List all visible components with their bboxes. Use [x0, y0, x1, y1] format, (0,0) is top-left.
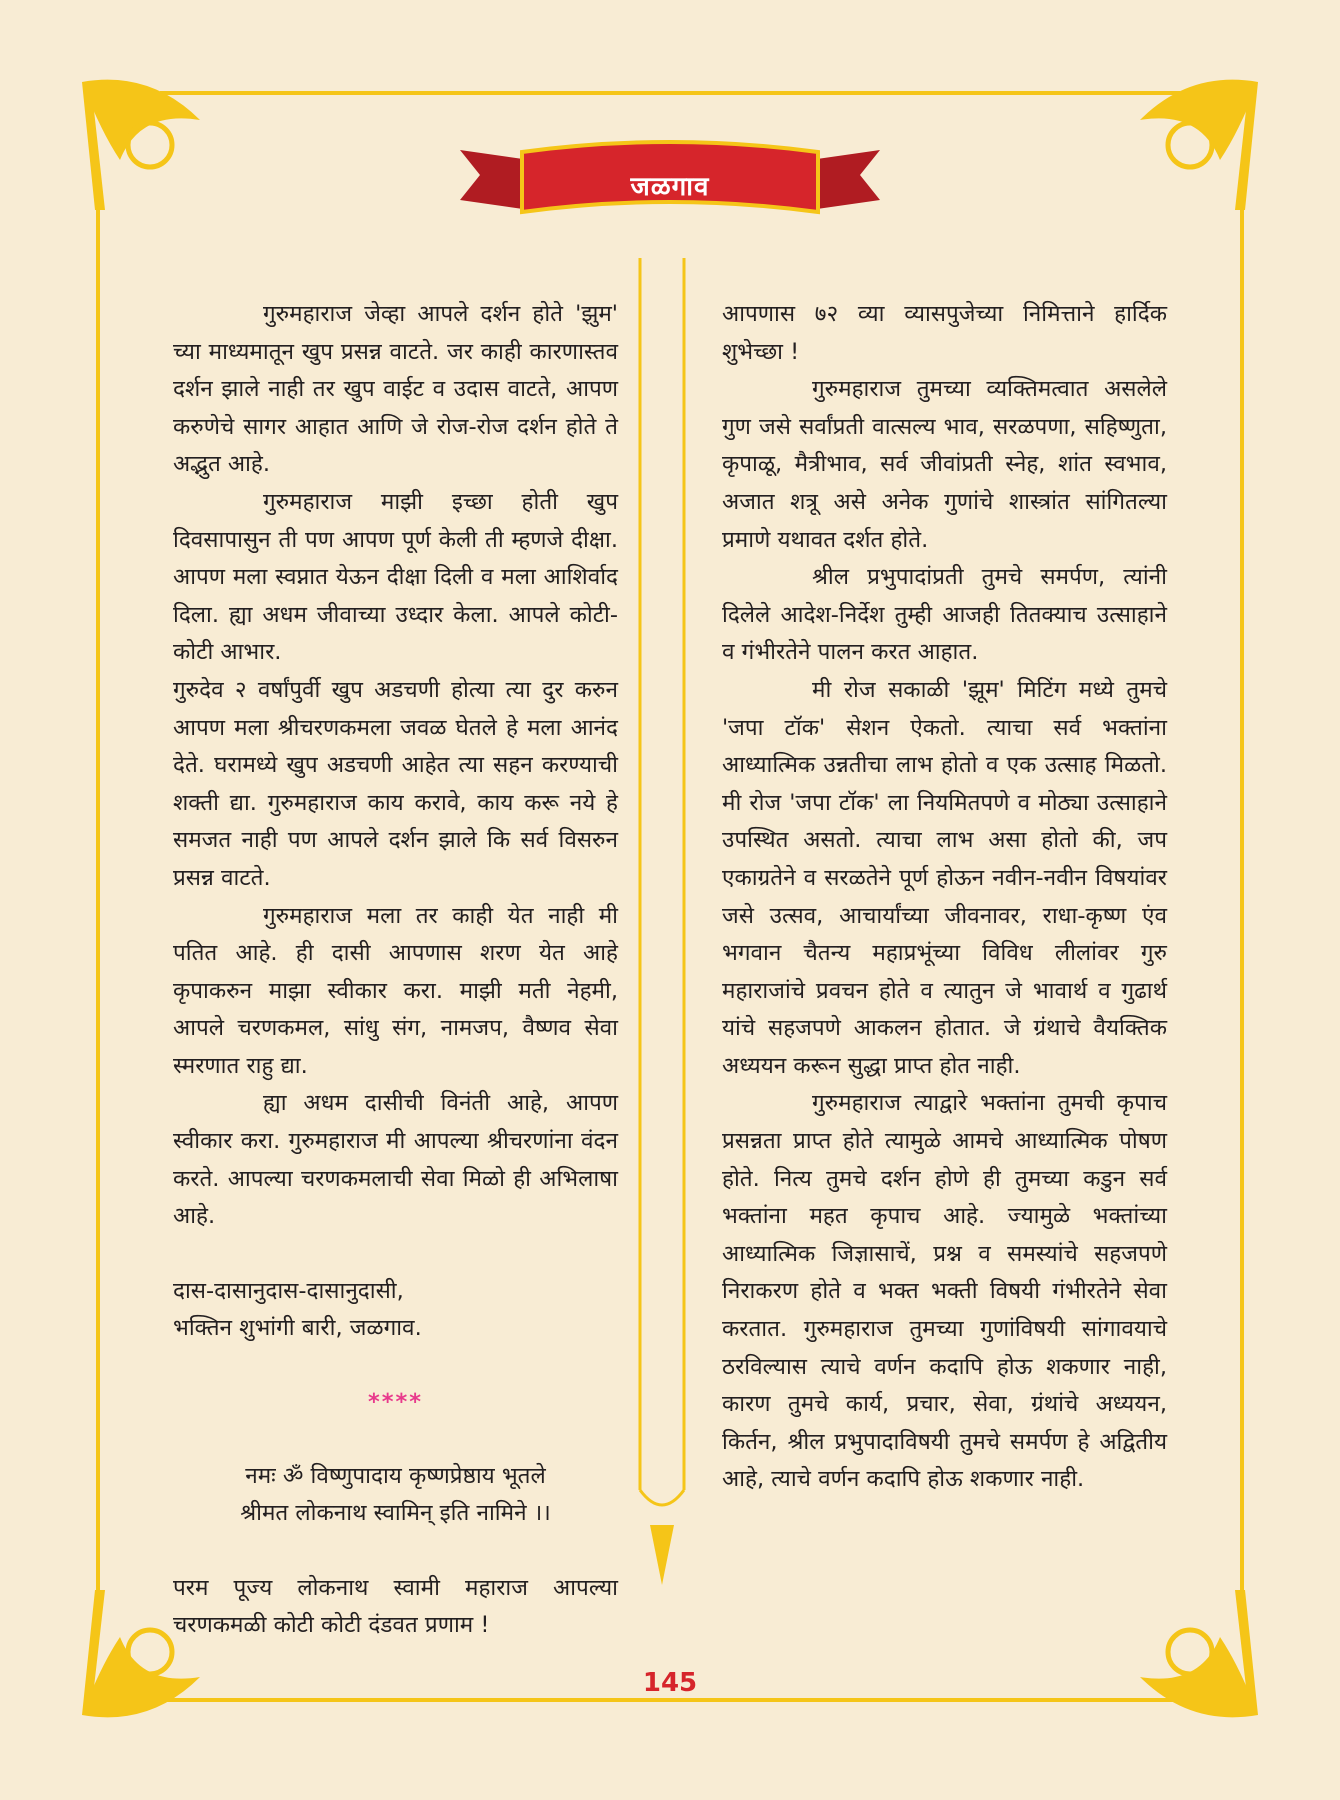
- mantra-line-1: नमः ॐ विष्णुपादाय कृष्णप्रेष्ठाय भूतले: [245, 1462, 546, 1489]
- mantra-line-2: श्रीमत लोकनाथ स्वामिन् इति नामिने ।।: [240, 1500, 551, 1527]
- greeting: परम पूज्य लोकनाथ स्वामी महाराज आपल्या चरणकमळी कोटी कोटी दंडवत प्रणाम !: [173, 1574, 618, 1639]
- left-column: [173, 296, 618, 1645]
- signature-line-1: दास-दासानुदास-दासानुदासी,: [173, 1277, 404, 1304]
- page-number: 145: [642, 1668, 698, 1698]
- left-paragraph: गुरुमहाराज जेव्हा आपले दर्शन होते 'झुम' च्या माध्यमातून खुप प्रसन्न वाटते. जर काही कारणास्तव दर्शन झाले नाही तर खुप वाईट व उदास वाटते, आपण करुणेचे सागर आहात आणि जे रोज-रोज दर्शन होते ते अद्भुत आहे.: [173, 301, 618, 478]
- left-paragraph: ह्या अधम दासीची विनंती आहे, आपण स्वीकार करा. गुरुमहाराज मी आपल्या श्रीचरणांना वंदन करते. आपल्या चरणकमलाची सेवा मिळो ही अभिलाषा आहे.: [173, 1090, 618, 1230]
- right-paragraph: गुरुमहाराज त्याद्वारे भक्तांना तुमची कृपाच प्रसन्नता प्राप्त होते त्यामुळे आमचे आध्यात्मिक पोषण होते. नित्य तुमचे दर्शन होणे ही तुमच्या कडुन सर्व भक्तांना महत कृपाच आहे. ज्यामुळे भक्तांच्या आध्यात्मिक जिज्ञासाचें, प्रश्न व समस्यांचे सहजपणे निराकरण होते व भक्त भक्ती विषयी गंभीरतेने सेवा करतात. गुरुमहाराज तुमच्या गुणांविषयी सांगावयाचे ठरविल्यास त्याचे वर्णन कदापि होऊ शकणार नाही, कारण तुमचे कार्य, प्रचार, सेवा, ग्रंथांचे अध्ययन, किर्तन, श्रील प्रभुपादाविषयी तुमचे समर्पण हे अद्वितीय आहे, त्याचे वर्णन कदापि होऊ शकणार नाही.: [722, 1090, 1167, 1493]
- separator-stars: ****: [367, 1389, 424, 1416]
- right-paragraph: श्रील प्रभुपादांप्रती तुमचे समर्पण, त्यांनी दिलेले आदेश-निर्देश तुम्ही आजही तितक्याच उत्साहाने व गंभीरतेने पालन करत आहात.: [722, 564, 1167, 666]
- page-title: जळगाव: [630, 172, 710, 202]
- left-paragraph: गुरुमहाराज मला तर काही येत नाही मी पतित आहे. ही दासी आपणास शरण येत आहे कृपाकरुन माझा स्वीकार करा. माझी मती नेहमी, आपले चरणकमल, सांधु संग, नामजप, वैष्णव सेवा स्मरणात राहु द्या.: [173, 902, 618, 1079]
- signature-line-2: भक्तिन शुभांगी बारी, जळगाव.: [173, 1315, 422, 1342]
- left-paragraph: गुरुदेव २ वर्षांपुर्वी खुप अडचणी होत्या त्या दुर करुन आपण मला श्रीचरणकमला जवळ घेतले हे मला आनंद देते. घरामध्ये खुप अडचणी आहेत त्या सहन करण्याची शक्ती द्या. गुरुमहाराज काय करावे, काय करू नये हे समजत नाही पण आपले दर्शन झाले कि सर्व विसरुन प्रसन्न वाटते.: [173, 676, 618, 891]
- right-paragraph: गुरुमहाराज तुमच्या व्यक्तिमत्वात असलेले गुण जसे सर्वांप्रती वात्सल्य भाव, सरळपणा, सहिष्णुता, कृपाळू, मैत्रीभाव, सर्व जीवांप्रती स्नेह, शांत स्वभाव, अजात शत्रू असे अनेक गुणांचे शास्त्रांत सांगितल्या प्रमाणे यथावत दर्शत होते.: [722, 376, 1167, 553]
- right-paragraph: मी रोज सकाळी 'झूम' मिटिंग मध्ये तुमचे 'जपा टॉक' सेशन ऐकतो. त्याचा सर्व भक्तांना आध्यात्मिक उन्नतीचा लाभ होतो व एक उत्साह मिळतो. मी रोज 'जपा टॉक' ला नियमितपणे व मोठ्या उत्साहाने उपस्थित असतो. त्याचा लाभ असा होतो की, जप एकाग्रतेने व सरळतेने पूर्ण होऊन नवीन-नवीन विषयांवर जसे उत्सव, आचार्यांच्या जीवनावर, राधा-कृष्ण एंव भगवान चैतन्य महाप्रभूंच्या विविध लीलांवर गुरु महाराजांचे प्रवचन होते व त्यातुन जे भावार्थ व गुढार्थ यांचे सहजपणे आकलन होतात. जे ग्रंथाचे वैयक्तिक अध्ययन करून सुद्धा प्राप्त होत नाही.: [722, 676, 1167, 1079]
- right-column: [722, 296, 1167, 1499]
- right-paragraph: आपणास ७२ व्या व्यासपुजेच्या निमित्ताने हार्दिक शुभेच्छा !: [722, 301, 1167, 365]
- corner-ornament-top-left: [82, 80, 200, 210]
- left-paragraph: गुरुमहाराज माझी इच्छा होती खुप दिवसापासुन ती पण आपण पूर्ण केली ती म्हणजे दीक्षा. आपण मला स्वप्नात येऊन दीक्षा दिली व मला आशिर्वाद दिला. ह्या अधम जीवाच्या उध्दार केला. आपले कोटी-कोटी आभार.: [173, 488, 618, 666]
- corner-ornament-top-right: [1140, 80, 1258, 210]
